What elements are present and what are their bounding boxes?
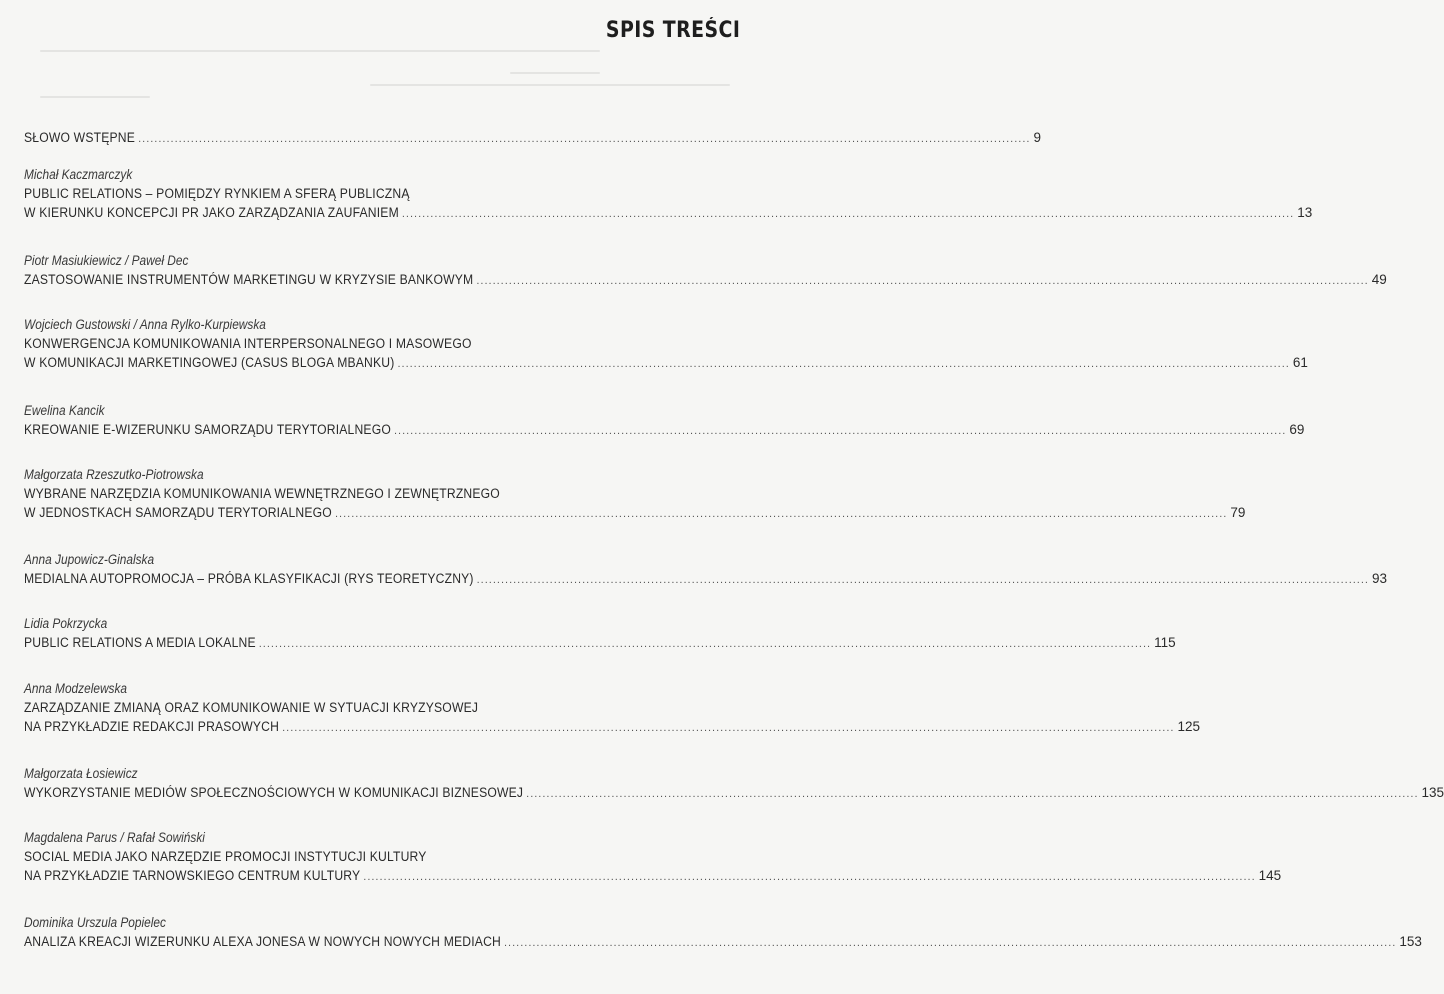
- toc-entry: [24, 914, 1422, 951]
- show-through-line: [40, 96, 150, 98]
- entry-author: Małgorzata Łosiewicz: [24, 766, 138, 781]
- entry-title: W KOMUNIKACJI MARKETINGOWEJ (CASUS BLOGA MBANKU): [24, 355, 395, 370]
- toc-entry: [24, 316, 1308, 372]
- show-through-line: [370, 84, 730, 86]
- toc-entry: [24, 466, 1246, 522]
- page-number: 145: [1258, 868, 1282, 883]
- entry-title-line: PUBLIC RELATIONS – POMIĘDZY RYNKIEM A SFERĄ PUBLICZNĄ: [24, 186, 410, 201]
- dot-leader: ............................................................................................................................................................................................................................: [526, 788, 1419, 800]
- entry-author: Ewelina Kancik: [24, 403, 105, 418]
- page-number: 125: [1177, 719, 1200, 734]
- entry-author: Anna Jupowicz-Ginalska: [24, 552, 155, 567]
- entry-title: KREOWANIE E-WIZERUNKU SAMORZĄDU TERYTORIALNEGO: [24, 422, 391, 437]
- entry-title-row: [24, 866, 1282, 885]
- show-through-line: [510, 72, 600, 74]
- dot-leader: ............................................................................................................................................................................................................................: [363, 871, 1256, 883]
- page-number: 135: [1421, 785, 1444, 800]
- toc-entry: [24, 402, 1305, 439]
- dot-leader: ............................................................................................................................................................................................................................: [282, 722, 1175, 734]
- entry-title-line: SOCIAL MEDIA JAKO NARZĘDZIE PROMOCJI INSTYTUCJI KULTURY: [24, 849, 427, 864]
- page-number: 79: [1230, 505, 1246, 520]
- entry-title: NA PRZYKŁADZIE TARNOWSKIEGO CENTRUM KULTURY: [24, 868, 361, 883]
- toc-entry: [24, 166, 1313, 222]
- entry-title: PUBLIC RELATIONS A MEDIA LOKALNE: [24, 635, 256, 650]
- page-number: 61: [1292, 355, 1308, 370]
- entry-title-row: [24, 503, 1246, 522]
- entry-title-row: [24, 353, 1308, 372]
- toc-entry: [24, 680, 1200, 736]
- entry-title: WYKORZYSTANIE MEDIÓW SPOŁECZNOŚCIOWYCH W KOMUNIKACJI BIZNESOWEJ: [24, 785, 524, 800]
- toc-entry: [24, 829, 1282, 885]
- entry-title-row: [24, 569, 1388, 588]
- entry-author: Anna Modzelewska: [24, 681, 128, 696]
- entry-author: Piotr Masiukiewicz / Paweł Dec: [24, 253, 189, 268]
- toc-entry: [24, 252, 1387, 289]
- entry-title-row: [24, 783, 1444, 802]
- page-number: 93: [1371, 571, 1388, 586]
- toc-entry: [24, 765, 1444, 802]
- entry-title: MEDIALNA AUTOPROMOCJA – PRÓBA KLASYFIKACJI (RYS TEORETYCZNY): [24, 571, 474, 586]
- toc-entry: [24, 551, 1388, 588]
- page-title: SPIS TREŚCI: [605, 18, 740, 43]
- entry-title-row: [24, 420, 1305, 439]
- page-number: 9: [1033, 130, 1041, 145]
- entry-title: ANALIZA KREACJI WIZERUNKU ALEXA JONESA W NOWYCH NOWYCH MEDIACH: [24, 934, 501, 949]
- entry-title: NA PRZYKŁADZIE REDAKCJI PRASOWYCH: [24, 719, 280, 734]
- dot-leader: ............................................................................................................................................................................................................................: [258, 638, 1152, 650]
- dot-leader: ............................................................................................................................................................................................................................: [476, 574, 1369, 586]
- entry-author: Lidia Pokrzycka: [24, 616, 108, 631]
- entry-title: SŁOWO WSTĘPNE: [24, 130, 136, 145]
- entry-title-row: [24, 932, 1422, 951]
- page-number: 153: [1399, 934, 1422, 949]
- entry-title: ZASTOSOWANIE INSTRUMENTÓW MARKETINGU W KRYZYSIE BANKOWYM: [24, 272, 474, 287]
- entry-title-row: [24, 717, 1200, 736]
- entry-title-line: ZARZĄDZANIE ZMIANĄ ORAZ KOMUNIKOWANIE W SYTUACJI KRYZYSOWEJ: [24, 700, 479, 715]
- entry-title-line: KONWERGENCJA KOMUNIKOWANIA INTERPERSONALNEGO I MASOWEGO: [24, 336, 472, 351]
- entry-title-row: [24, 203, 1313, 222]
- dot-leader: ............................................................................................................................................................................................................................: [393, 425, 1287, 437]
- dot-leader: ............................................................................................................................................................................................................................: [401, 208, 1295, 220]
- dot-leader: ............................................................................................................................................................................................................................: [138, 133, 1031, 145]
- entry-title-line: WYBRANE NARZĘDZIA KOMUNIKOWANIA WEWNĘTRZNEGO I ZEWNĘTRZNEGO: [24, 486, 500, 501]
- page-number: 115: [1154, 635, 1176, 650]
- show-through-line: [40, 50, 600, 52]
- dot-leader: ............................................................................................................................................................................................................................: [503, 937, 1397, 949]
- toc-entry: [24, 615, 1176, 652]
- entry-title-row: [24, 270, 1387, 289]
- entry-title: W JEDNOSTKACH SAMORZĄDU TERYTORIALNEGO: [24, 505, 332, 520]
- entry-author: Małgorzata Rzeszutko-Piotrowska: [24, 467, 204, 482]
- page-number: 49: [1371, 272, 1387, 287]
- entry-author: Dominika Urszula Popielec: [24, 915, 166, 930]
- dot-leader: ............................................................................................................................................................................................................................: [334, 508, 1228, 520]
- entry-author: Magdalena Parus / Rafał Sowiński: [24, 830, 205, 845]
- entry-author: Wojciech Gustowski / Anna Rylko-Kurpiewska: [24, 317, 266, 332]
- page-number: 69: [1289, 422, 1305, 437]
- dot-leader: ............................................................................................................................................................................................................................: [397, 358, 1290, 370]
- dot-leader: ............................................................................................................................................................................................................................: [476, 275, 1369, 287]
- entry-title-row: [24, 633, 1176, 652]
- toc-entry: [24, 128, 1041, 147]
- entry-title-row: [24, 128, 1041, 147]
- entry-author: Michał Kaczmarczyk: [24, 167, 133, 182]
- entry-title: W KIERUNKU KONCEPCJI PR JAKO ZARZĄDZANIA ZAUFANIEM: [24, 205, 399, 220]
- page-number: 13: [1297, 205, 1313, 220]
